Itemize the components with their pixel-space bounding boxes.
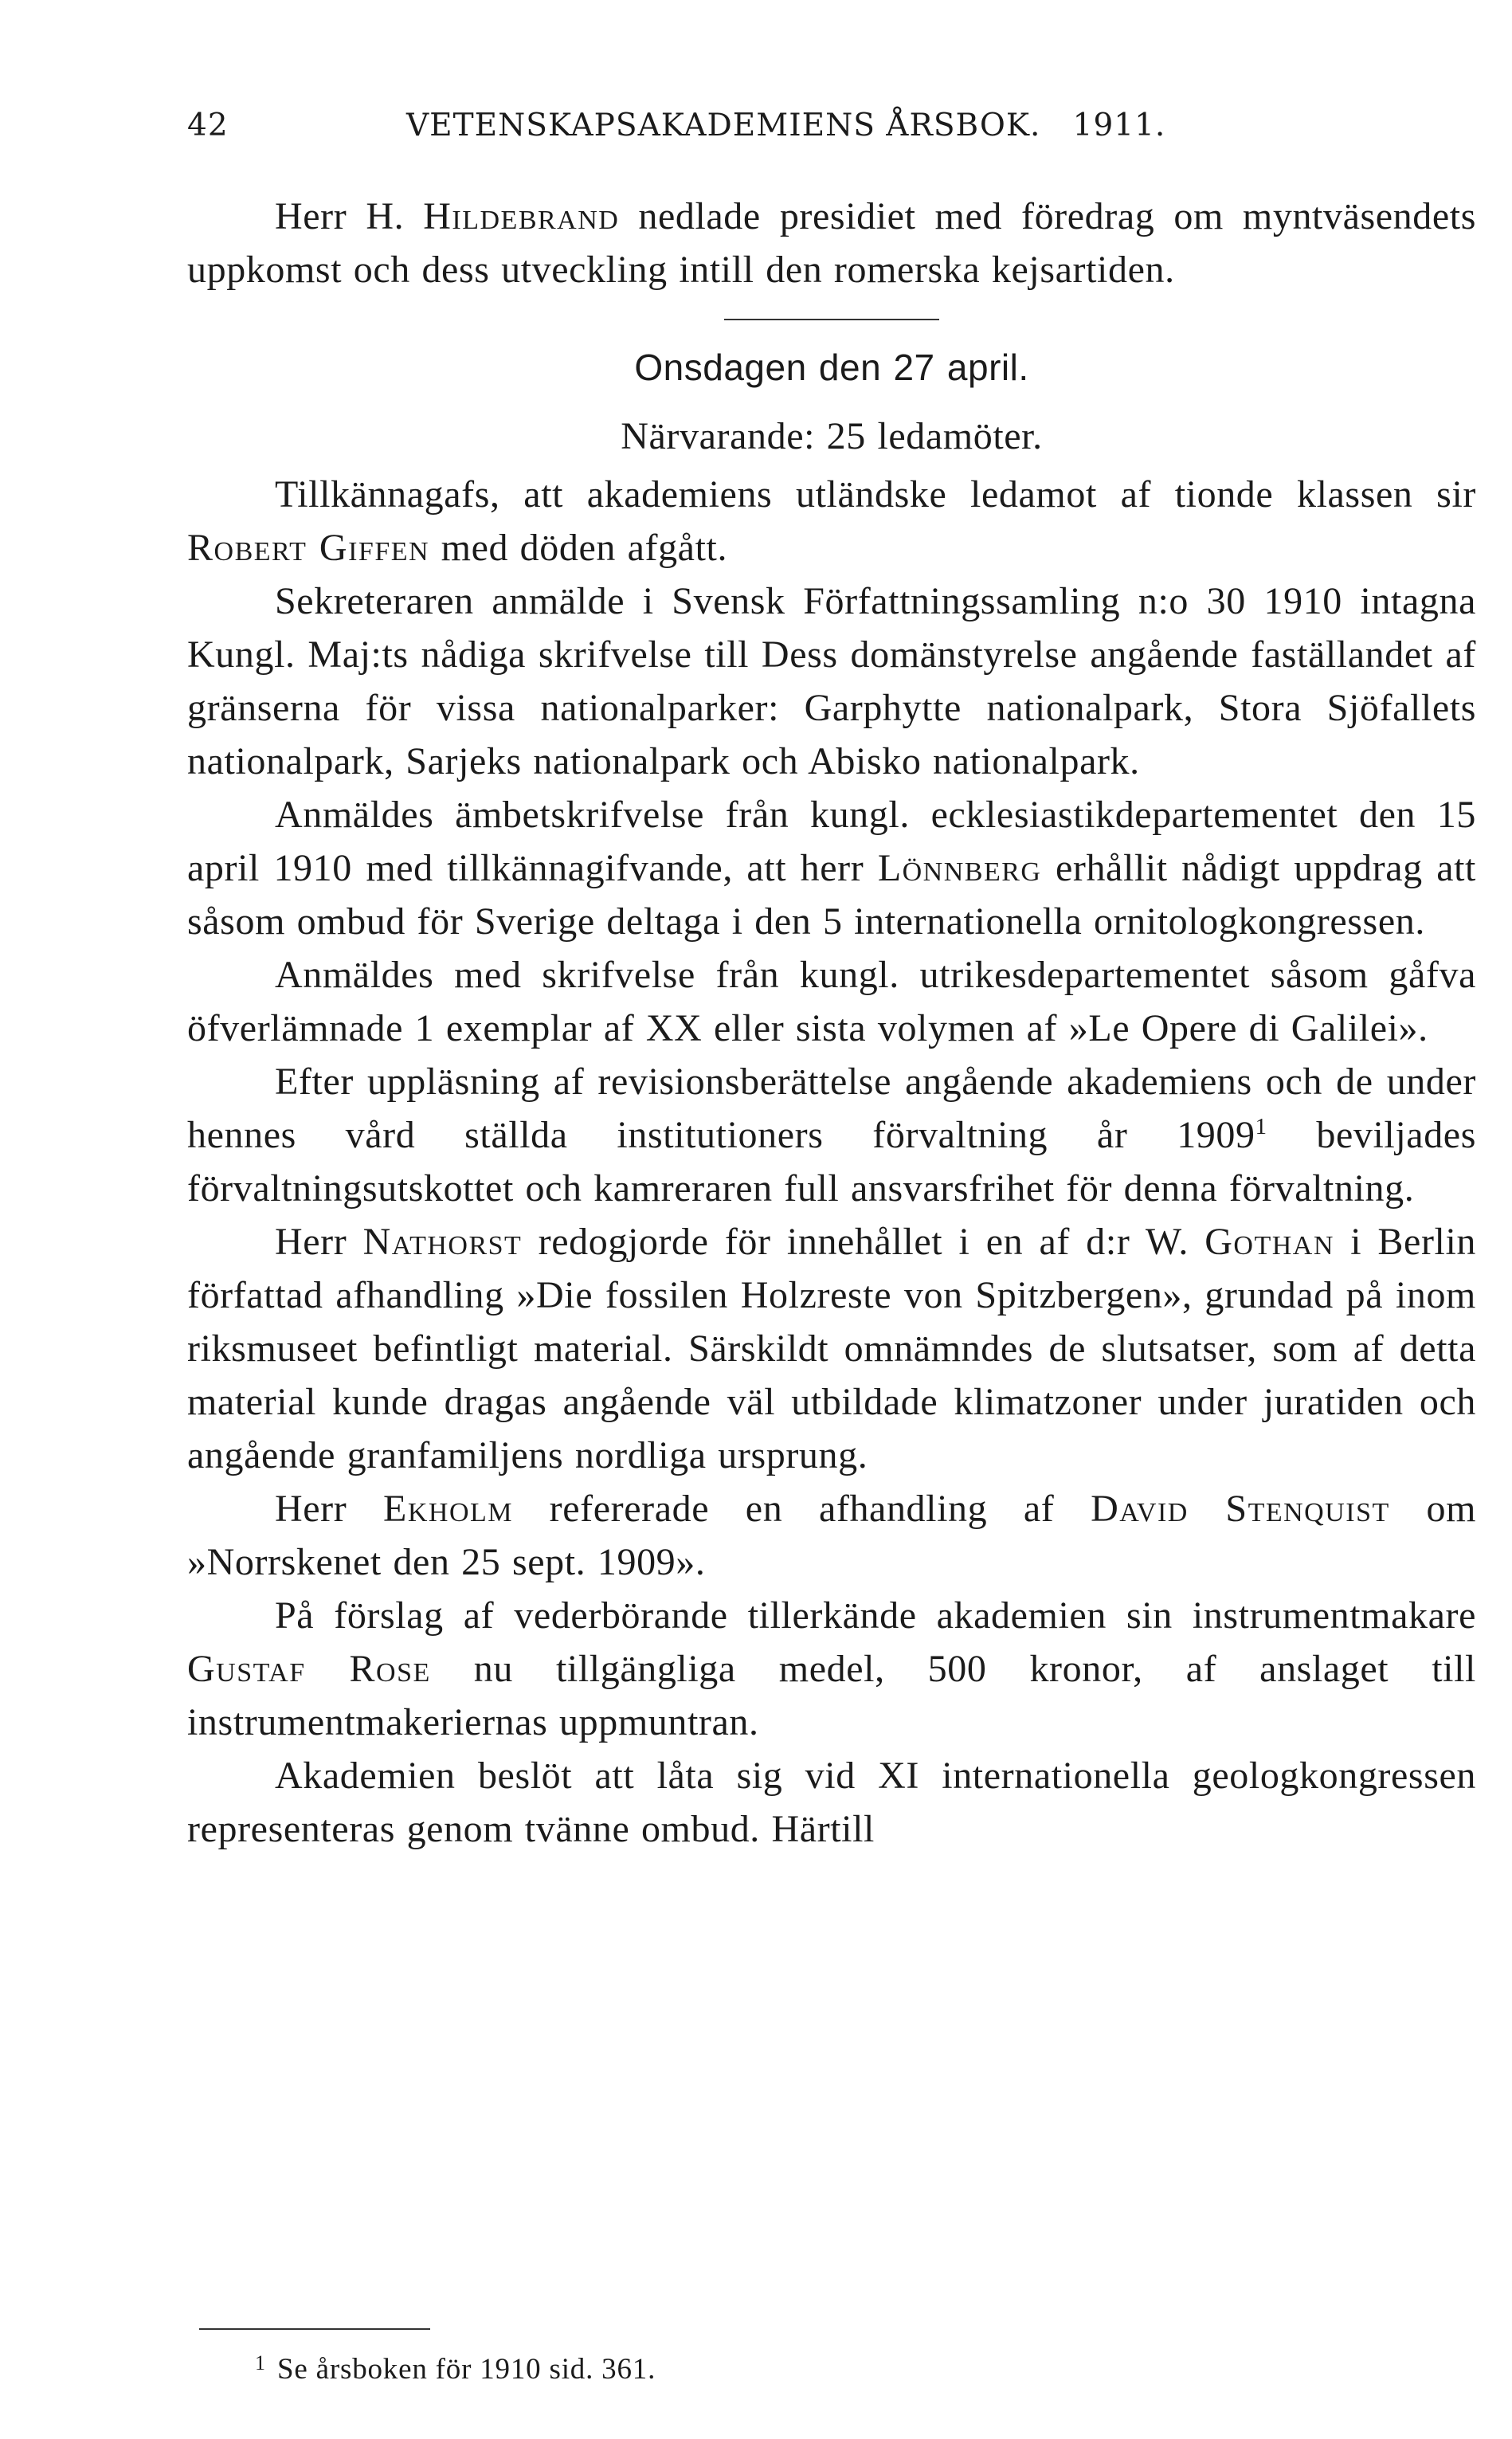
text-span: Herr bbox=[275, 1488, 384, 1530]
paragraph-ekholm bbox=[187, 1482, 1476, 1589]
paragraph-nationalparks: Sekreteraren anmälde i Svensk Författningssamling n:o 30 1910 intagna Kungl. Maj:ts nådiga skrifvelse till Dess domänstyrelse angående faställandet af gränserna för vissa nationalparker: Garphytte nationalpark, Stora Sjöfallets nationalpark, Sarjeks nationalpark och Abisko nationalpark. bbox=[187, 580, 1476, 782]
text-span: Herr bbox=[275, 1221, 363, 1263]
page-number: 42 bbox=[187, 108, 229, 143]
text-span: erhållit nådigt uppdrag att såsom ombud för Sverige deltaga i den 5 internationella ornitologkongressen. bbox=[187, 847, 1476, 943]
text-span: Anmäldes ämbetskrifvelse från kungl. ecklesiastikdepartementet den 15 april 1910 med tillkännagifvande, att herr bbox=[187, 794, 1476, 889]
person-name: Ekholm bbox=[383, 1488, 513, 1530]
running-header bbox=[187, 108, 1478, 155]
text-span: nedlade presidiet med föredrag om myntväsendets uppkomst och dess utveckling intill den romerska kejsartiden. bbox=[187, 195, 1477, 291]
text-span: om »Norrskenet den 25 sept. 1909». bbox=[187, 1488, 1476, 1583]
footnote-divider bbox=[199, 2328, 430, 2330]
person-name: Lönnberg bbox=[877, 847, 1042, 889]
body-text bbox=[187, 190, 1476, 1856]
paragraph-giffen bbox=[187, 468, 1476, 574]
person-name: David Stenquist bbox=[1091, 1488, 1390, 1530]
person-name: Hildebrand bbox=[423, 195, 620, 237]
footnote-reference: 1 bbox=[1255, 1114, 1267, 1139]
person-name: Gustaf Rose bbox=[187, 1648, 431, 1690]
paragraph-lonnberg bbox=[187, 788, 1476, 948]
text-span: i Berlin författad afhandling »Die fossilen Holzreste von Spitzbergen», grundad på inom riksmuseet befintligt material. Särskildt omnämndes de slutsatser, som af detta material kunde dragas angående väl utbildade klimatzoner under juratiden och angående granfamiljens nordliga ursprung. bbox=[187, 1221, 1476, 1476]
paragraph-geologkongress: Akademien beslöt att låta sig vid XI internationella geologkongressen representeras genom tvänne ombud. Härtill bbox=[187, 1755, 1476, 1850]
footnote-mark: 1 bbox=[255, 2351, 266, 2374]
text-span: med döden afgått. bbox=[429, 527, 728, 569]
paragraph-galilei: Anmäldes med skrifvelse från kungl. utrikesdepartementet såsom gåfva öfverlämnade 1 exemplar af XX eller sista volymen af »Le Opere di Galilei». bbox=[187, 954, 1476, 1049]
text-span: Efter uppläsning af revisionsberättelse angående akademiens och de under hennes vård ställda institutioners förvaltning år 1909 bbox=[187, 1061, 1476, 1156]
footnote bbox=[255, 2349, 656, 2390]
text-span: nu tillgängliga medel, 500 kronor, af anslaget till instrumentmakeriernas uppmuntran. bbox=[187, 1648, 1476, 1743]
meeting-heading: Onsdagen den 27 april. bbox=[634, 347, 1029, 388]
text-span: redogjorde för innehållet i en af d:r W. bbox=[522, 1221, 1205, 1263]
paragraph-rose bbox=[187, 1589, 1476, 1749]
paragraph-nathorst bbox=[187, 1215, 1476, 1482]
paragraph-revision bbox=[187, 1055, 1476, 1215]
running-title: VETENSKAPSAKADEMIENS ÅRSBOK. 1911. bbox=[406, 108, 1166, 143]
person-name: Nathorst bbox=[362, 1221, 523, 1263]
attendance-line: Närvarande: 25 ledamöter. bbox=[621, 415, 1043, 457]
person-name: Gothan bbox=[1205, 1221, 1334, 1263]
text-span: refererade en afhandling af bbox=[513, 1488, 1091, 1530]
text-span: På förslag af vederbörande tillerkände akademien sin instrumentmakare bbox=[275, 1594, 1476, 1637]
section-divider bbox=[724, 319, 939, 320]
text-span: beviljades förvaltningsutskottet och kamreraren full ansvarsfrihet för denna förvaltning. bbox=[187, 1114, 1476, 1210]
footnote-text: Se årsboken för 1910 sid. 361. bbox=[277, 2353, 656, 2386]
text-span: Tillkännagafs, att akademiens utländske ledamot af tionde klassen sir bbox=[275, 473, 1476, 516]
text-span: Herr H. bbox=[275, 195, 424, 237]
person-name: Robert Giffen bbox=[187, 527, 430, 569]
paragraph-hildebrand bbox=[187, 190, 1476, 296]
